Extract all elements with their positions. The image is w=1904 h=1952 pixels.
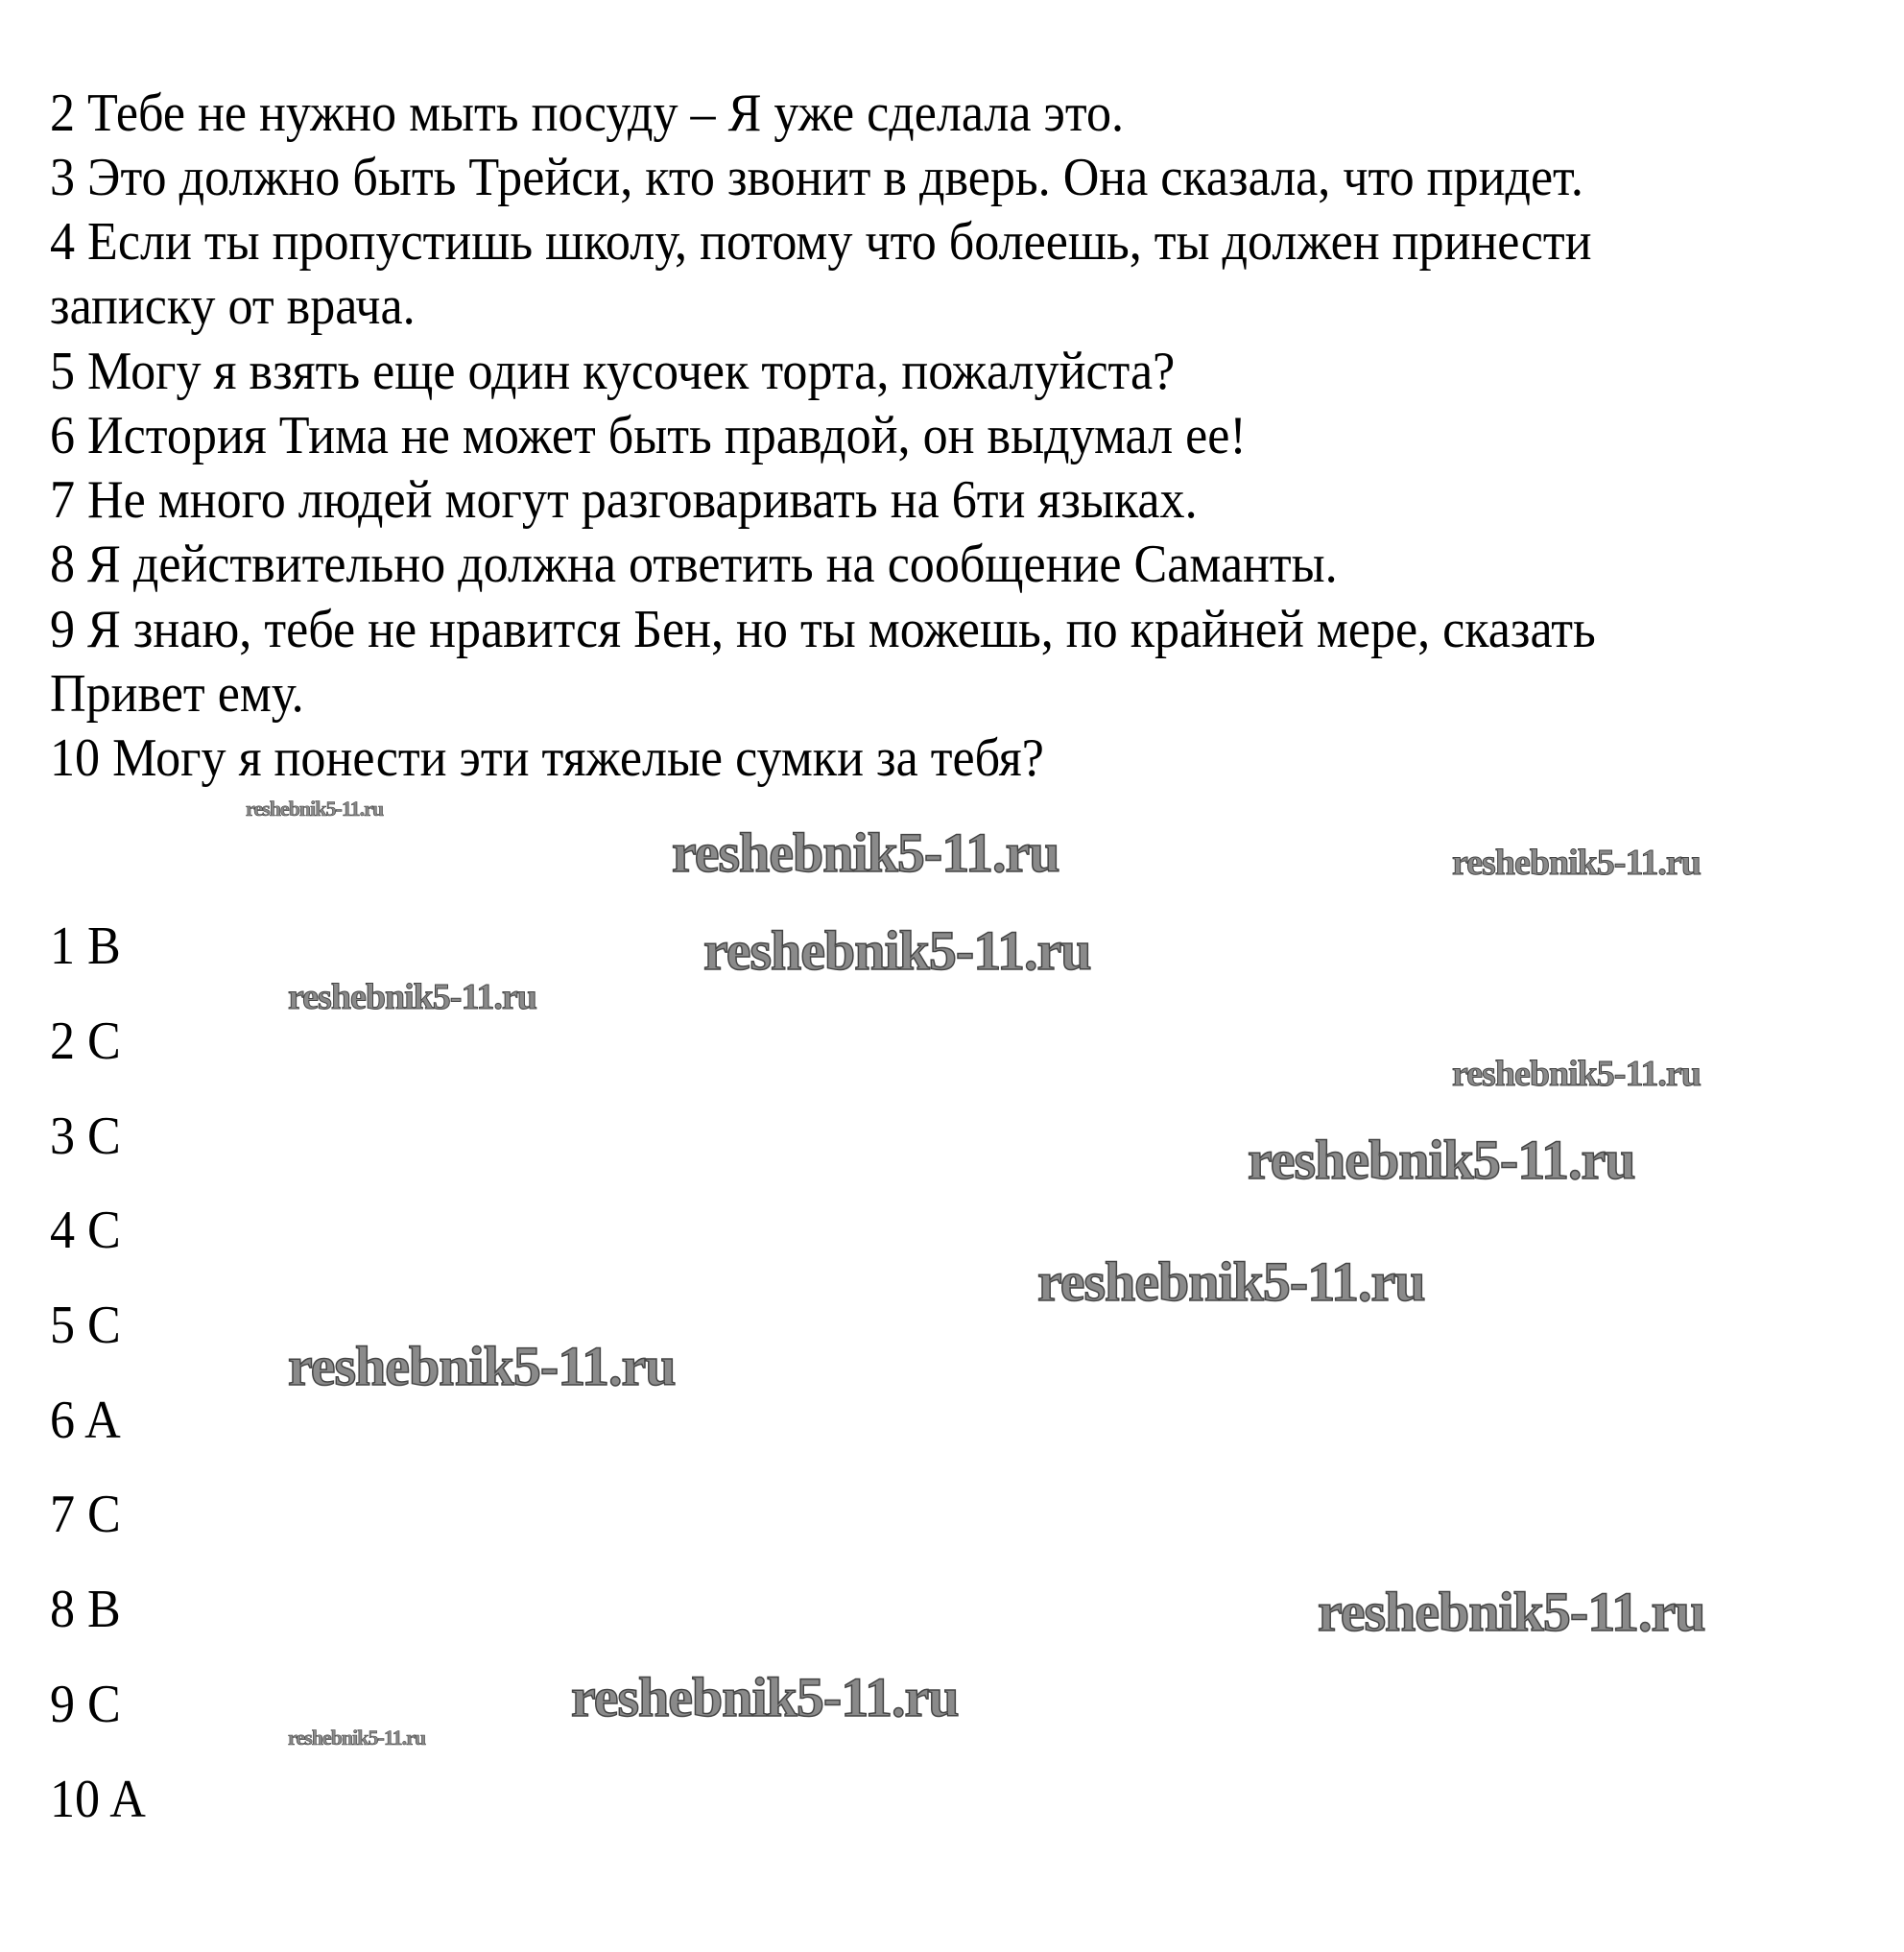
- watermark: reshebnik5-11.ru: [1452, 1054, 1701, 1094]
- answer-item: 3 C: [50, 1107, 121, 1166]
- sentence-line: Привет ему.: [50, 664, 304, 724]
- watermark: reshebnik5-11.ru: [703, 919, 1091, 982]
- sentence-line: 8 Я действительно должна ответить на сообщение Саманты.: [50, 535, 1338, 594]
- watermark: reshebnik5-11.ru: [1452, 843, 1701, 883]
- sentence-line: 2 Тебе не нужно мыть посуду – Я уже сделала это.: [50, 83, 1125, 143]
- watermark: reshebnik5-11.ru: [1037, 1250, 1425, 1313]
- answer-item: 8 B: [50, 1580, 121, 1639]
- watermark: reshebnik5-11.ru: [1318, 1581, 1705, 1643]
- sentence-line: записку от врача.: [50, 276, 416, 336]
- watermark: reshebnik5-11.ru: [288, 1335, 676, 1397]
- answer-item: 6 A: [50, 1391, 121, 1450]
- watermark: reshebnik5-11.ru: [1248, 1129, 1635, 1191]
- answer-item: 2 C: [50, 1012, 121, 1071]
- sentence-line: 6 История Тима не может быть правдой, он выдумал ее!: [50, 406, 1247, 465]
- sentence-line: 7 Не много людей могут разговаривать на 6ти языках.: [50, 470, 1198, 530]
- sentence-line: 4 Если ты пропустишь школу, потому что болеешь, ты должен принести: [50, 212, 1592, 272]
- watermark: reshebnik5-11.ru: [672, 821, 1059, 884]
- answer-item: 10 A: [50, 1770, 146, 1829]
- watermark: reshebnik5-11.ru: [288, 1726, 426, 1750]
- answer-item: 9 C: [50, 1675, 121, 1734]
- answer-item: 5 C: [50, 1296, 121, 1355]
- sentence-line: 10 Могу я понести эти тяжелые сумки за тебя?: [50, 728, 1044, 788]
- answer-item: 4 C: [50, 1201, 121, 1260]
- watermark: reshebnik5-11.ru: [288, 977, 536, 1017]
- sentence-line: 9 Я знаю, тебе не нравится Бен, но ты можешь, по крайней мере, сказать: [50, 600, 1596, 659]
- answer-item: 1 B: [50, 916, 121, 976]
- watermark: reshebnik5-11.ru: [246, 797, 384, 821]
- watermark: reshebnik5-11.ru: [571, 1666, 959, 1728]
- sentence-line: 3 Это должно быть Трейси, кто звонит в дверь. Она сказала, что придет.: [50, 148, 1583, 207]
- sentence-line: 5 Могу я взять еще один кусочек торта, пожалуйста?: [50, 342, 1176, 401]
- answer-item: 7 C: [50, 1485, 121, 1544]
